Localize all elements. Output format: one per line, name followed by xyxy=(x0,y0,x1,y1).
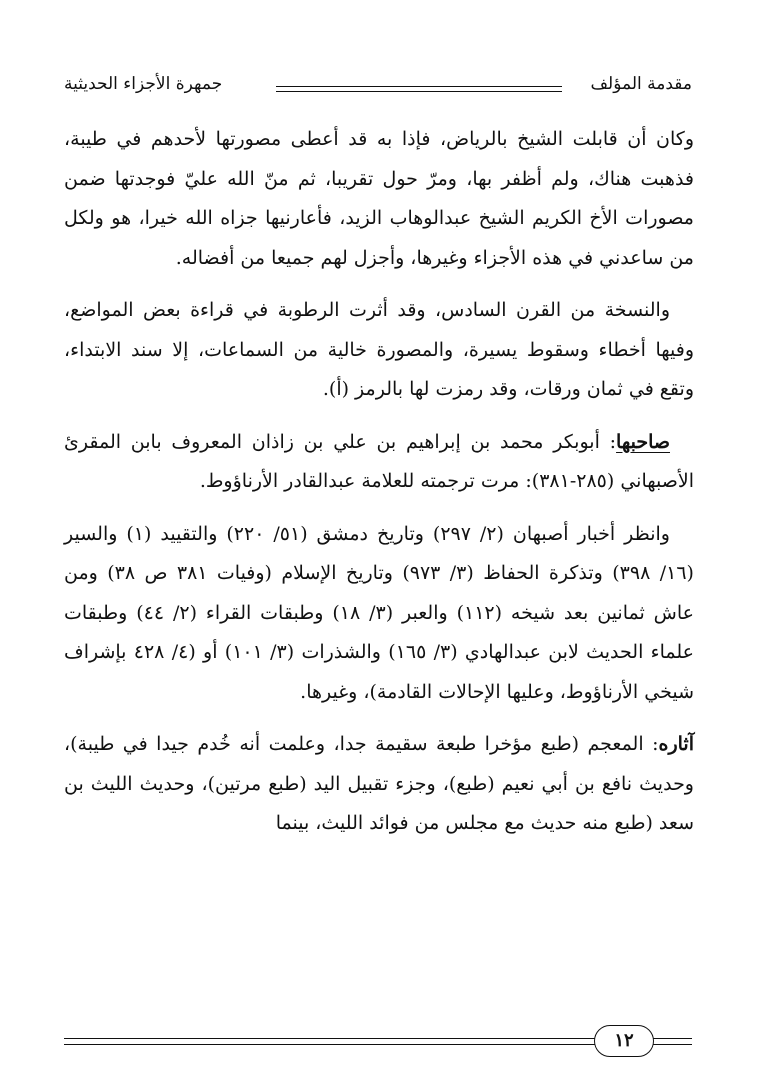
header-rule xyxy=(276,86,562,92)
author-text: : أبوبكر محمد بن إبراهيم بن علي بن زاذان المعروف بابن المقرئ الأصبهاني (٢٨٥-٣٨١): مرت ترجمته للعلامة عبدالقادر الأرناؤوط. xyxy=(64,430,694,492)
paragraph-author xyxy=(64,423,694,502)
paragraph-manuscript-description: والنسخة من القرن السادس، وقد أثرت الرطوبة في قراءة بعض المواضع، وفيها أخطاء وسقوط يسيرة، والمصورة خالية من السماعات، إلا سند الابتداء، وتقع في ثمان ورقات، وقد رمزت لها بالرمز (أ). xyxy=(64,299,694,400)
paragraph-works xyxy=(64,725,694,844)
chapter-title: مقدمة المؤلف xyxy=(590,74,692,94)
page-number: ١٢ xyxy=(594,1025,654,1057)
page-body xyxy=(64,120,694,857)
page-footer xyxy=(64,1022,692,1062)
page-header xyxy=(64,68,692,108)
works-text: : المعجم (طبع مؤخرا طبعة سقيمة جدا، وعلمت أنه خُدم جيدا في طيبة)، وحديث نافع بن أبي نعيم (طبع)، وجزء تقبيل اليد (طبع مرتين)، وحديث الليث بن سعد (طبع منه حديث مع مجلس من فوائد الليث، بينما xyxy=(64,733,694,834)
works-label: آثاره xyxy=(658,733,694,755)
book-title: جمهرة الأجزاء الحديثية xyxy=(64,74,223,94)
author-label: صاحبها xyxy=(616,430,670,453)
paragraph-references: وانظر أخبار أصبهان (٢/ ٢٩٧) وتاريخ دمشق (٥١/ ٢٢٠) والتقييد (١) والسير (١٦/ ٣٩٨) وتذكرة الحفاظ (٣/ ٩٧٣) وتاريخ الإسلام (وفيات ٣٨١ ص ٣٨) ومن عاش ثمانين بعد شيخه (١١٢) والعبر (٣/ ١٨) وطبقات القراء (٢/ ٤٤) وطبقات علماء الحديث لابن عبدالهادي (٣/ ١٦٥) والشذرات (٣/ ١٠١) أو (٤/ ٤٢٨ بإشراف شيخي الأرناؤوط، وعليها الإحالات القادمة)، وغيرها. xyxy=(64,522,694,703)
paragraph-manuscript-source: وكان أن قابلت الشيخ بالرياض، فإذا به قد أعطى مصورتها لأحدهم في طيبة، فذهبت هناك، ولم أظفر بها، ومرّ حول تقريبا، ثم منّ الله عليّ فوجدتها ضمن مصورات الأخ الكريم الشيخ عبدالوهاب الزيد، فأعارنيها جزاه الله خيرا، هو ولكل من ساعدني في هذه الأجزاء وغيرها، وأجزل لهم جميعا من أفضاله. xyxy=(64,128,694,269)
